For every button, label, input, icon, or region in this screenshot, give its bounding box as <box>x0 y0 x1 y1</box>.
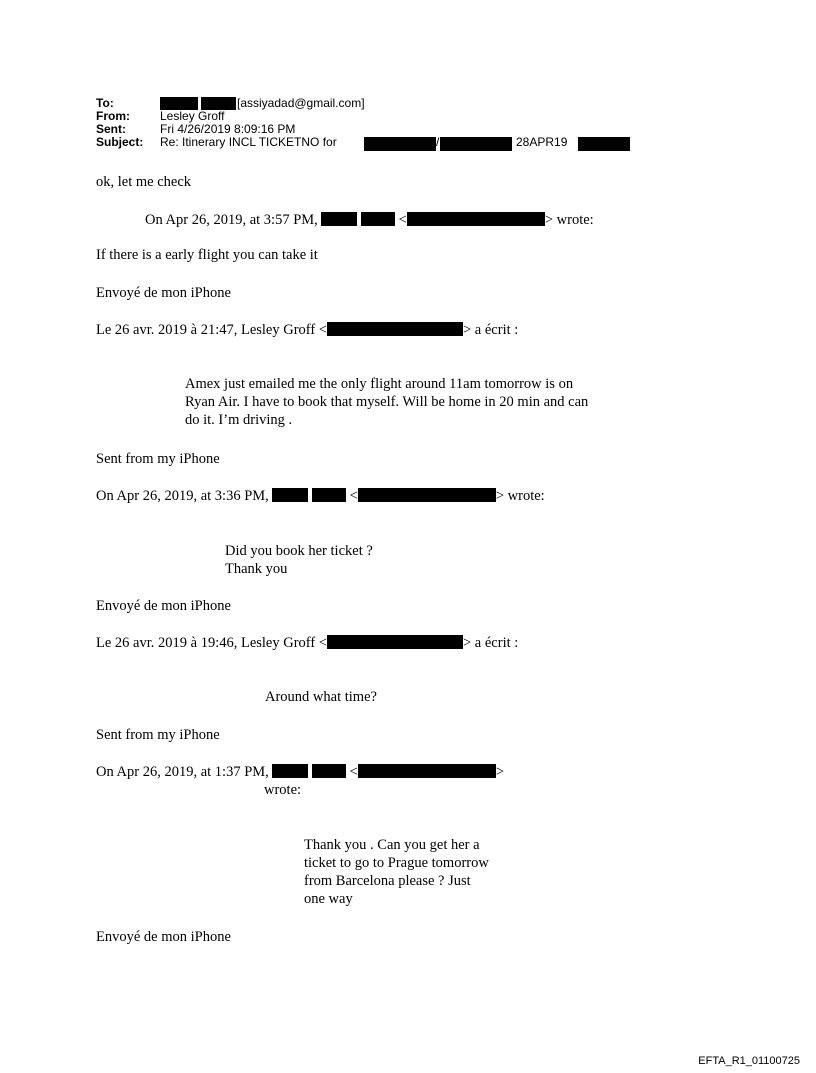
redaction-block <box>327 635 463 649</box>
quote4-header-end: > a écrit : <box>463 635 519 651</box>
quote2-header <box>96 322 518 339</box>
to-label: To: <box>96 96 114 110</box>
subject-label: Subject: <box>96 135 144 149</box>
redaction-block <box>358 764 496 778</box>
quote5-line-4: one way <box>304 891 353 907</box>
subject-slash: / <box>436 135 440 149</box>
header-subject-row <box>0 136 816 152</box>
quote1-text: If there is a early flight you can take it <box>96 247 318 263</box>
quote5-header-start: On Apr 26, 2019, at 1:37 PM, <box>96 764 269 780</box>
redaction-block <box>578 137 630 151</box>
quote3-line-1: Did you book her ticket ? <box>225 543 373 559</box>
quote3-line-2: Thank you <box>225 561 288 577</box>
quote4-header <box>96 635 518 652</box>
redaction-block <box>321 212 357 226</box>
redaction-block <box>312 764 346 778</box>
quote1-header <box>145 212 594 229</box>
subject-date: 28APR19 <box>516 135 568 149</box>
redaction-block <box>364 137 436 151</box>
from-value: Lesley Groff <box>160 109 225 123</box>
sent-value: Fri 4/26/2019 8:09:16 PM <box>160 122 296 136</box>
from-label: From: <box>96 109 130 123</box>
redaction-block <box>361 212 395 226</box>
quote3-header-end: > wrote: <box>495 488 545 504</box>
quote3-lt: < <box>349 488 358 504</box>
redaction-block <box>327 322 463 336</box>
to-email: [assiyadad@gmail.com] <box>237 96 365 110</box>
reply-text: ok, let me check <box>96 174 192 190</box>
quote5-gt: > <box>495 764 505 780</box>
redaction-block <box>358 488 496 502</box>
bates-number: EFTA_R1_01100725 <box>698 1055 800 1067</box>
quote5-wrote: wrote: <box>264 782 302 798</box>
redaction-block <box>407 212 545 226</box>
signature-fr-1: Envoyé de mon iPhone <box>96 285 231 301</box>
quote1-header-end: > wrote: <box>544 212 594 228</box>
quote2-line-3: do it. I’m driving . <box>185 412 293 428</box>
quote2-line-1: Amex just emailed me the only flight around 11am tomorrow is on <box>185 376 574 392</box>
signature-en-1: Sent from my iPhone <box>96 451 220 467</box>
quote5-lt: < <box>349 764 358 780</box>
redaction-block <box>312 488 346 502</box>
quote1-header-start: On Apr 26, 2019, at 3:57 PM, <box>145 212 318 228</box>
redaction-block <box>272 764 308 778</box>
quote5-header <box>96 764 504 781</box>
quote5-line-2: ticket to go to Prague tomorrow <box>304 855 489 871</box>
signature-en-2: Sent from my iPhone <box>96 727 220 743</box>
quote2-line-2: Ryan Air. I have to book that myself. Will be home in 20 min and can <box>185 394 589 410</box>
quote5-line-1: Thank you . Can you get her a <box>304 837 480 853</box>
redaction-block <box>440 137 512 151</box>
signature-fr-3: Envoyé de mon iPhone <box>96 929 231 945</box>
redaction-block <box>272 488 308 502</box>
signature-fr-2: Envoyé de mon iPhone <box>96 598 231 614</box>
quote4-header-start: Le 26 avr. 2019 à 19:46, Lesley Groff < <box>96 635 327 651</box>
quote3-header <box>96 488 545 505</box>
quote5-line-3: from Barcelona please ? Just <box>304 873 471 889</box>
quote2-header-end: > a écrit : <box>463 322 519 338</box>
sent-label: Sent: <box>96 122 126 136</box>
quote4-text: Around what time? <box>265 689 377 705</box>
quote3-header-start: On Apr 26, 2019, at 3:36 PM, <box>96 488 269 504</box>
quote1-lt: < <box>398 212 407 228</box>
subject-prefix: Re: Itinerary INCL TICKETNO for <box>160 135 337 149</box>
quote2-header-start: Le 26 avr. 2019 à 21:47, Lesley Groff < <box>96 322 327 338</box>
